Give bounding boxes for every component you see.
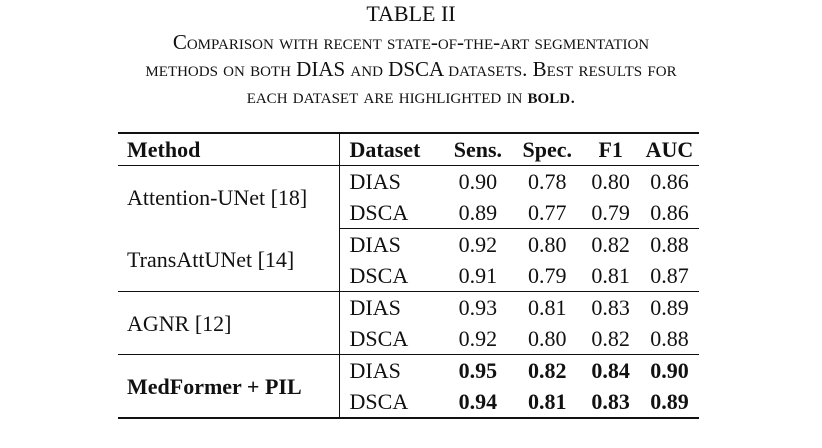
sens-cell: 0.90 — [458, 169, 498, 194]
header-f1: F1 — [581, 133, 639, 166]
dataset-cell: DIAS — [339, 292, 443, 324]
spec-cell: 0.81 — [527, 295, 567, 320]
dataset-cell: DSCA — [339, 260, 443, 292]
auc-cell: 0.89 — [650, 295, 689, 320]
spec-cell: 0.80 — [527, 232, 567, 257]
sens-cell: 0.95 — [458, 358, 498, 383]
header-sens: Sens. — [443, 133, 513, 166]
method-cell: AGNR [12] — [118, 292, 339, 355]
dataset-cell: DIAS — [339, 166, 443, 198]
caption-line-3 — [0, 83, 822, 110]
caption-line-3-end: . — [570, 84, 576, 108]
f1-cell: 0.83 — [581, 386, 639, 418]
method-cell: MedFormer + PIL — [118, 355, 339, 419]
method-cell: Attention-UNet [18] — [127, 184, 308, 210]
table-row — [118, 229, 699, 261]
table-row — [118, 166, 699, 198]
auc-cell: 0.87 — [640, 260, 699, 292]
table-row — [118, 355, 699, 387]
f1-cell: 0.81 — [581, 260, 639, 292]
dataset-cell: DSCA — [339, 386, 443, 418]
header-auc: AUC — [640, 133, 699, 166]
auc-cell: 0.86 — [650, 169, 689, 194]
auc-cell: 0.88 — [640, 323, 699, 355]
auc-cell: 0.89 — [640, 386, 699, 418]
f1-cell: 0.79 — [581, 197, 639, 229]
sens-cell: 0.89 — [443, 197, 513, 229]
table-caption — [0, 29, 822, 110]
caption-line-3-text: each dataset are highlighted in — [246, 84, 528, 108]
dataset-cell: DSCA — [339, 323, 443, 355]
sens-cell: 0.91 — [443, 260, 513, 292]
auc-cell: 0.90 — [650, 358, 689, 383]
method-cell: TransAttUNet [14] — [118, 229, 339, 292]
spec-cell: 0.80 — [513, 323, 581, 355]
spec-cell: 0.82 — [527, 358, 567, 383]
dataset-cell: DIAS — [339, 355, 443, 387]
auc-cell: 0.88 — [650, 232, 689, 257]
dataset-cell: DIAS — [339, 229, 443, 261]
sens-cell: 0.93 — [458, 295, 498, 320]
sens-cell: 0.92 — [443, 323, 513, 355]
spec-cell: 0.81 — [513, 386, 581, 418]
f1-cell: 0.83 — [591, 295, 630, 320]
caption-line-2: methods on both DIAS and DSCA datasets. Best results for — [145, 57, 677, 81]
f1-cell: 0.84 — [591, 358, 630, 383]
f1-cell: 0.80 — [591, 169, 630, 194]
sens-cell: 0.94 — [443, 386, 513, 418]
caption-line-1: Comparison with recent state-of-the-art segmentation — [172, 30, 650, 54]
header-row — [118, 133, 699, 166]
auc-cell: 0.86 — [640, 197, 699, 229]
dataset-cell: DSCA — [339, 197, 443, 229]
sens-cell: 0.92 — [458, 232, 498, 257]
results-table — [118, 132, 699, 419]
spec-cell: 0.78 — [527, 169, 567, 194]
table-label: TABLE II — [366, 1, 456, 26]
spec-cell: 0.77 — [513, 197, 581, 229]
table-row — [118, 292, 699, 324]
header-spec: Spec. — [513, 133, 581, 166]
f1-cell: 0.82 — [591, 232, 630, 257]
spec-cell: 0.79 — [513, 260, 581, 292]
header-method: Method — [118, 133, 339, 166]
header-dataset: Dataset — [339, 133, 443, 166]
caption-bold-word: bold — [527, 84, 571, 108]
f1-cell: 0.82 — [581, 323, 639, 355]
